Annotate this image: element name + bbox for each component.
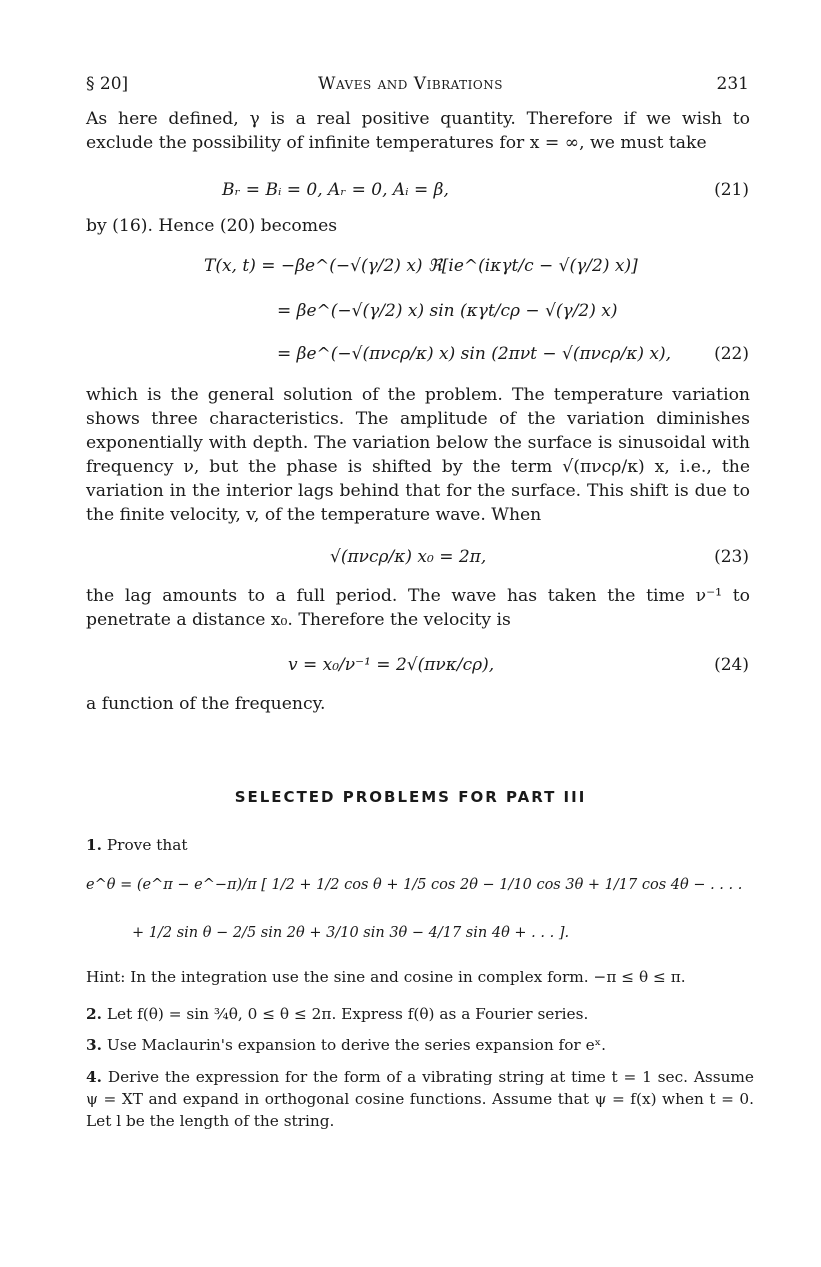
equation-22a-body: T(x, t) = −βe^(−√(γ/2) x) ℜ[ie^(iκγt/c − √(γ/2) x)] bbox=[204, 256, 638, 276]
paragraph-hence: by (16). Hence (20) becomes bbox=[86, 216, 338, 236]
problem-4-statement bbox=[86, 1066, 754, 1132]
problem-1-hint: Hint: In the integration use the sine and cosine in complex form. −π ≤ θ ≤ π. bbox=[86, 968, 686, 986]
equation-21-body: Bᵣ = Bᵢ = 0, Aᵣ = 0, Aᵢ = β, bbox=[222, 180, 449, 200]
running-title: Waves and Vibrations bbox=[318, 74, 503, 94]
problem-3-statement bbox=[86, 1034, 754, 1056]
section-reference: § 20] bbox=[86, 74, 129, 94]
problem-1-statement bbox=[86, 834, 754, 856]
paragraph-solution: which is the general solution of the problem. The temperature variation shows three characteristics. The amplitude of the variation diminishes exponentially with depth. The variation below the surface is sinusoidal with frequency ν, but the phase is shifted by the term √(πνcρ/κ) x, i.e., the variation in the interior lags behind that for the surface. This shift is due to the finite velocity, v, of the temperature wave. When bbox=[86, 385, 750, 525]
problem-1-number: 1. bbox=[86, 836, 102, 854]
paragraph-intro: As here defined, γ is a real positive quantity. Therefore if we wish to exclude the possibility of infinite temperatures for x = ∞, we must take bbox=[86, 109, 750, 153]
equation-23-body: √(πνcρ/κ) x₀ = 2π, bbox=[330, 547, 487, 567]
problem-1-equation-line-1: e^θ = (e^π − e^−π)/π [ 1/2 + 1/2 cos θ + 1/5 cos 2θ − 1/10 cos 3θ + 1/17 cos 4θ − . . . . bbox=[86, 877, 743, 893]
equation-24-number: (24) bbox=[714, 655, 749, 675]
problem-3-text: Use Maclaurin's expansion to derive the series expansion for eˣ. bbox=[106, 1036, 606, 1054]
equation-21-number: (21) bbox=[714, 180, 749, 200]
problem-4-number: 4. bbox=[86, 1068, 102, 1086]
paragraph-frequency: a function of the frequency. bbox=[86, 694, 326, 714]
problem-2-text: Let f(θ) = sin ¾θ, 0 ≤ θ ≤ 2π. Express f(θ) as a Fourier series. bbox=[106, 1005, 589, 1023]
section-heading: SELECTED PROBLEMS FOR PART III bbox=[234, 788, 587, 806]
problem-1-equation-line-2: + 1/2 sin θ − 2/5 sin 2θ + 3/10 sin 3θ − 4/17 sin 4θ + . . . ]. bbox=[132, 925, 570, 941]
equation-24-body: v = x₀/ν⁻¹ = 2√(πνκ/cρ), bbox=[288, 655, 495, 675]
equation-22-number: (22) bbox=[714, 344, 749, 364]
page-number: 231 bbox=[716, 74, 749, 94]
problem-3-number: 3. bbox=[86, 1036, 102, 1054]
equation-23-number: (23) bbox=[714, 547, 749, 567]
problem-2-statement bbox=[86, 1003, 754, 1025]
equation-22b-body: = βe^(−√(γ/2) x) sin (κγt/cρ − √(γ/2) x) bbox=[277, 301, 618, 321]
equation-22c-body: = βe^(−√(πνcρ/κ) x) sin (2πνt − √(πνcρ/κ) x), bbox=[277, 344, 672, 364]
problem-2-number: 2. bbox=[86, 1005, 102, 1023]
problem-4-text: Derive the expression for the form of a vibrating string at time t = 1 sec. Assume ψ = XT and expand in orthogonal cosine functions. Assume that ψ = f(x) when t = 0. Let l be the length of the string. bbox=[86, 1068, 754, 1130]
problem-1-text: Prove that bbox=[106, 836, 188, 854]
paragraph-lag: the lag amounts to a full period. The wave has taken the time ν⁻¹ to penetrate a distance x₀. Therefore the velocity is bbox=[86, 586, 750, 630]
